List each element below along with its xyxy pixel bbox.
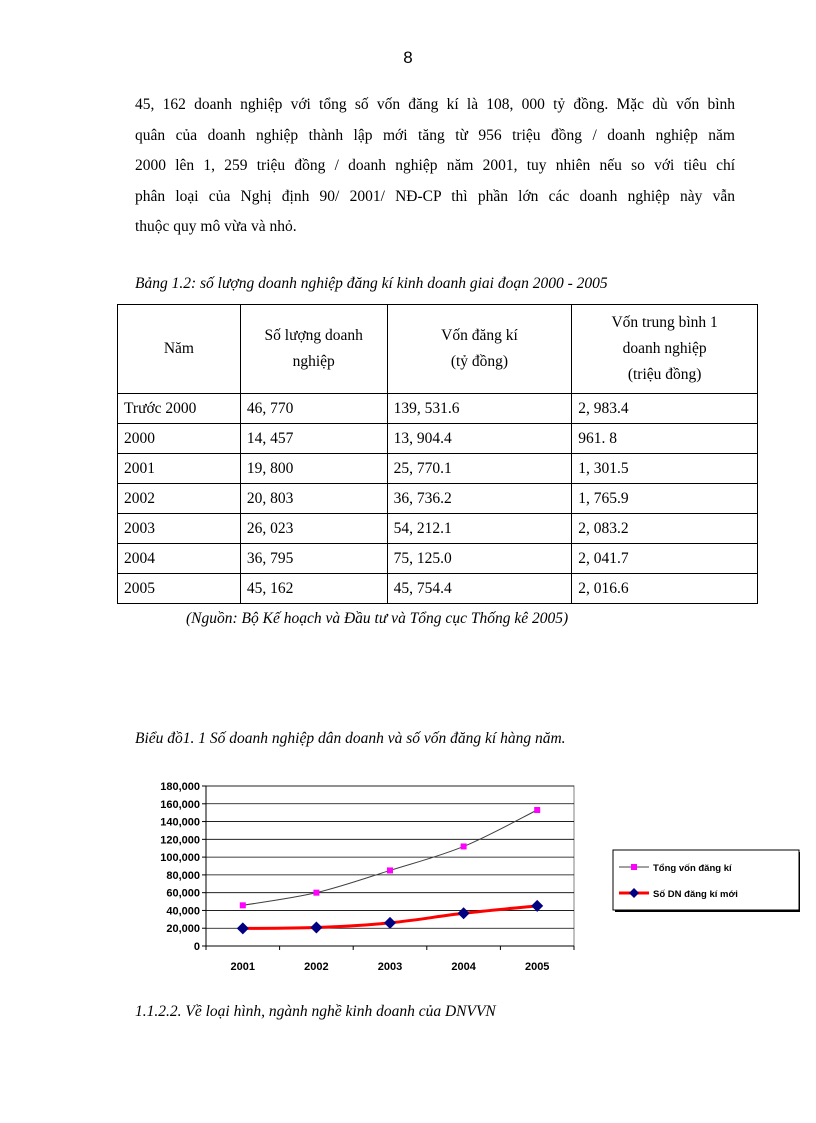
y-tick-label: 40,000 xyxy=(166,905,200,918)
header-count xyxy=(240,305,387,394)
x-tick-label: 2002 xyxy=(304,961,329,973)
table-cell: 2, 083.2 xyxy=(572,514,758,544)
paragraph-line: quân của doanh nghiệp thành lập mới tăng từ 956 triệu đồng / doanh nghiệp năm xyxy=(135,126,735,144)
page-number: 8 xyxy=(403,48,413,67)
x-tick-label: 2005 xyxy=(524,961,550,973)
table-cell: 139, 531.6 xyxy=(387,394,572,424)
header-line: Vốn đăng kí xyxy=(441,327,518,344)
table-cell: 19, 800 xyxy=(240,454,387,484)
y-tick-label: 80,000 xyxy=(166,869,200,882)
x-tick-label: 2004 xyxy=(451,961,476,973)
paragraph-line: thuộc quy mô vừa và nhỏ. xyxy=(135,218,297,235)
table-row xyxy=(118,454,758,484)
table-cell: 20, 803 xyxy=(240,484,387,514)
table-source: (Nguồn: Bộ Kế hoạch và Đầu tư và Tổng cục Thống kê 2005) xyxy=(186,610,569,627)
paragraph-line: 45, 162 doanh nghiệp với tổng số vốn đăng kí là 108, 000 tỷ đồng. Mặc dù vốn bình xyxy=(135,96,735,113)
chart-caption: Biểu đồ1. 1 Số doanh nghiệp dân doanh và số vốn đăng kí hàng năm. xyxy=(135,730,566,747)
data-point-square xyxy=(461,843,467,849)
header-line: Năm xyxy=(163,340,194,357)
data-point-square xyxy=(313,890,319,896)
table-cell: 75, 125.0 xyxy=(387,544,572,574)
y-tick-label: 0 xyxy=(193,941,200,953)
header-line: Vốn trung bình 1 xyxy=(611,314,718,331)
y-tick-label: 100,000 xyxy=(160,852,200,865)
paragraph-line: phân loại của Nghị định 90/ 2001/ NĐ-CP thì phần lớn các doanh nghiệp này vẫn xyxy=(135,187,735,205)
legend-label: Số DN đăng kí mới xyxy=(653,889,738,900)
table-caption: Bảng 1.2: số lượng doanh nghiệp đăng kí kinh doanh giai đoạn 2000 - 2005 xyxy=(135,275,608,292)
header-average xyxy=(572,305,758,394)
header-year xyxy=(118,305,241,394)
table-row xyxy=(118,424,758,454)
table-cell: 2, 983.4 xyxy=(572,394,758,424)
table-cell: 2004 xyxy=(118,544,241,574)
table-cell: 2003 xyxy=(118,514,241,544)
table-cell: 45, 754.4 xyxy=(387,574,572,604)
table-cell: 961. 8 xyxy=(572,424,758,454)
table-row xyxy=(118,484,758,514)
legend-box xyxy=(613,850,799,910)
table-cell: 1, 765.9 xyxy=(572,484,758,514)
header-line: (triệu đồng) xyxy=(627,366,702,383)
table-header-row xyxy=(118,305,758,394)
table-cell: Trước 2000 xyxy=(118,394,241,424)
table-cell: 2, 016.6 xyxy=(572,574,758,604)
y-tick-label: 120,000 xyxy=(160,834,200,847)
y-tick-label: 160,000 xyxy=(160,798,200,811)
header-capital xyxy=(387,305,572,394)
y-tick-label: 20,000 xyxy=(166,923,200,936)
table-cell: 45, 162 xyxy=(240,574,387,604)
x-tick-label: 2001 xyxy=(230,961,256,973)
table-cell: 54, 212.1 xyxy=(387,514,572,544)
table-cell: 46, 770 xyxy=(240,394,387,424)
table-cell: 36, 736.2 xyxy=(387,484,572,514)
table-cell: 1, 301.5 xyxy=(572,454,758,484)
table-row xyxy=(118,394,758,424)
enterprise-table xyxy=(117,304,758,604)
legend-marker-square xyxy=(631,864,637,870)
table-cell: 2, 041.7 xyxy=(572,544,758,574)
table-row xyxy=(118,544,758,574)
table-row xyxy=(118,514,758,544)
table-cell: 2001 xyxy=(118,454,241,484)
body-paragraph xyxy=(135,90,735,243)
paragraph-line: 2000 lên 1, 259 triệu đồng / doanh nghiệp năm 2001, tuy nhiên nếu so với tiêu chí xyxy=(135,157,735,174)
table-cell: 14, 457 xyxy=(240,424,387,454)
line-chart xyxy=(140,772,800,982)
data-point-square xyxy=(534,807,540,813)
header-line: Số lượng doanh xyxy=(264,327,363,344)
legend-label: Tổng vốn đăng kí xyxy=(653,863,732,874)
x-tick-label: 2003 xyxy=(377,961,403,973)
header-line: doanh nghiệp xyxy=(622,340,707,357)
table-cell: 13, 904.4 xyxy=(387,424,572,454)
y-tick-label: 60,000 xyxy=(166,887,200,900)
header-line: nghiệp xyxy=(292,353,335,370)
table-cell: 2005 xyxy=(118,574,241,604)
table-cell: 36, 795 xyxy=(240,544,387,574)
data-point-square xyxy=(240,902,246,908)
table-cell: 2002 xyxy=(118,484,241,514)
y-tick-label: 140,000 xyxy=(160,816,200,829)
table-cell: 25, 770.1 xyxy=(387,454,572,484)
header-line: (tỷ đồng) xyxy=(450,353,509,370)
table-cell: 26, 023 xyxy=(240,514,387,544)
table-row xyxy=(118,574,758,604)
section-heading: 1.1.2.2. Về loại hình, ngành nghề kinh doanh của DNVVN xyxy=(135,1003,496,1020)
y-tick-label: 180,000 xyxy=(160,781,200,793)
data-point-square xyxy=(387,867,393,873)
table-cell: 2000 xyxy=(118,424,241,454)
